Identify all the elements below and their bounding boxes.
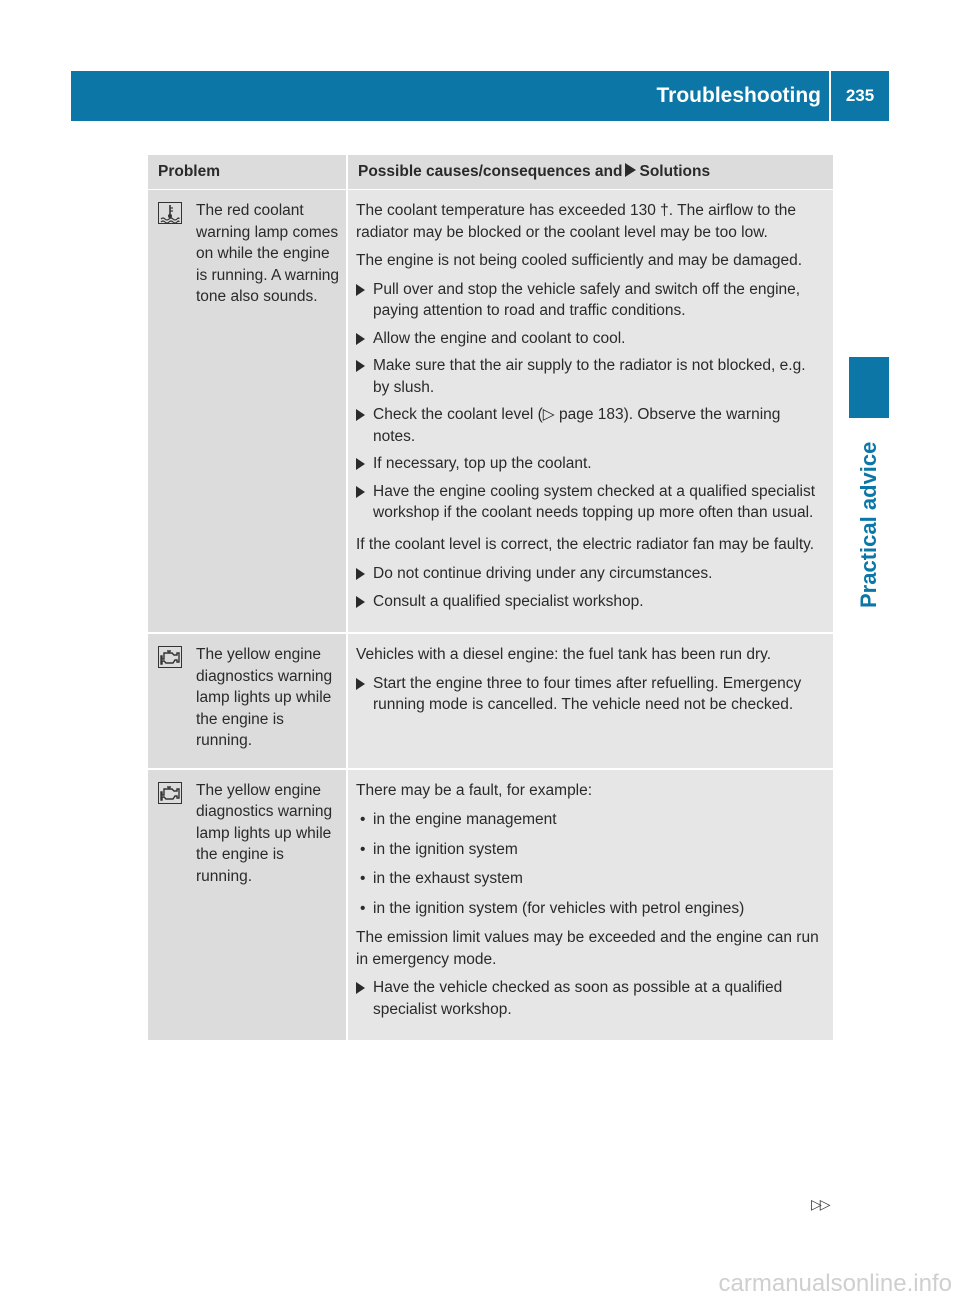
side-tab-marker bbox=[849, 357, 889, 418]
step-text: Start the engine three to four times after refuelling. Emergency running mode is cancelled. The vehicle need not be checked. bbox=[373, 674, 802, 713]
cause-text: Vehicles with a diesel engine: the fuel tank has been run dry. bbox=[356, 646, 772, 663]
problem-cell bbox=[148, 190, 347, 634]
step-arrow-icon bbox=[356, 486, 365, 498]
step-text: If necessary, top up the coolant. bbox=[373, 455, 592, 472]
consequence-text: The emission limit values may be exceeded and the engine can run in emergency mode. bbox=[356, 929, 819, 968]
solution-step bbox=[356, 404, 825, 447]
cause-text: If the coolant level is correct, the electric radiator fan may be faulty. bbox=[356, 535, 815, 553]
bullet-icon: • bbox=[360, 870, 366, 887]
step-text: Have the vehicle checked as soon as possible at a qualified specialist workshop. bbox=[373, 979, 783, 1018]
side-tab-label: Practical advice bbox=[856, 441, 881, 608]
problem-text: The yellow engine diagnostics warning lamp lights up while the engine is running. bbox=[196, 646, 333, 749]
step-arrow-icon bbox=[356, 333, 365, 345]
bullet-icon: • bbox=[360, 899, 366, 917]
solution-step bbox=[356, 453, 825, 475]
engine-diagnostics-icon bbox=[158, 644, 196, 752]
step-arrow-icon bbox=[356, 596, 365, 608]
engine-diagnostics-icon bbox=[158, 780, 196, 888]
solutions-column-header bbox=[347, 155, 833, 190]
solutions-header-suffix: Solutions bbox=[639, 163, 711, 180]
step-text: Pull over and stop the vehicle safely and switch off the engine, paying attention to road and traffic conditions. bbox=[373, 280, 801, 319]
solution-step bbox=[356, 673, 825, 716]
solution-cell bbox=[347, 633, 833, 769]
step-text: Make sure that the air supply to the radiator is not blocked, e.g. by slush. bbox=[373, 357, 806, 396]
solution-cell bbox=[347, 769, 833, 1042]
solution-step bbox=[356, 591, 825, 613]
solution-step bbox=[356, 279, 825, 322]
solution-step bbox=[356, 977, 825, 1020]
header-bar bbox=[71, 71, 889, 121]
solution-step bbox=[356, 355, 825, 398]
step-text: Consult a qualified specialist workshop. bbox=[373, 592, 644, 610]
solution-step bbox=[356, 328, 825, 350]
page-number: 235 bbox=[845, 86, 875, 105]
problem-cell bbox=[148, 633, 347, 769]
table-row bbox=[148, 769, 833, 1042]
step-arrow-icon bbox=[356, 982, 365, 994]
problem-text: The red coolant warning lamp comes on while the engine is running. A warning tone also sounds. bbox=[196, 202, 340, 305]
solutions-header-prefix: Possible causes/consequences and bbox=[358, 163, 623, 180]
watermark: carmanualsonline.info bbox=[718, 1270, 952, 1297]
list-item-text: in the ignition system bbox=[373, 840, 518, 858]
problem-text: The yellow engine diagnostics warning lamp lights up while the engine is running. bbox=[196, 781, 333, 885]
continued-icon: ▷▷ bbox=[811, 1196, 829, 1212]
list-item-text: in the engine management bbox=[373, 811, 557, 828]
step-arrow-icon bbox=[356, 678, 365, 690]
step-text: Do not continue driving under any circumstances. bbox=[373, 565, 713, 582]
solution-step bbox=[356, 481, 825, 524]
solution-arrow-icon bbox=[625, 163, 636, 177]
step-arrow-icon bbox=[356, 458, 365, 470]
solution-step bbox=[356, 563, 825, 585]
solution-cell bbox=[347, 190, 833, 634]
list-item-text: in the exhaust system bbox=[373, 870, 523, 887]
table-header-row bbox=[148, 155, 833, 190]
step-arrow-icon bbox=[356, 409, 365, 421]
step-arrow-icon bbox=[356, 284, 365, 296]
step-arrow-icon bbox=[356, 568, 365, 580]
list-item bbox=[356, 839, 825, 861]
cause-text: The coolant temperature has exceeded 130 †. The airflow to the radiator may be blocked or the coolant level may be too low. bbox=[356, 202, 797, 241]
list-item bbox=[356, 898, 825, 920]
step-text: Have the engine cooling system checked at a qualified specialist workshop if the coolant needs topping up more often than usual. bbox=[373, 482, 816, 521]
list-item bbox=[356, 809, 825, 831]
consequence-text: The engine is not being cooled sufficiently and may be damaged. bbox=[356, 252, 803, 269]
step-text: Check the coolant level (▷ page 183). Observe the warning notes. bbox=[373, 406, 781, 445]
cause-text: There may be a fault, for example: bbox=[356, 781, 593, 799]
header-divider bbox=[829, 71, 831, 121]
table-row bbox=[148, 633, 833, 769]
problem-cell bbox=[148, 769, 347, 1042]
list-item bbox=[356, 868, 825, 890]
list-item-text: in the ignition system (for vehicles with petrol engines) bbox=[373, 899, 745, 917]
bullet-icon: • bbox=[360, 840, 366, 858]
step-arrow-icon bbox=[356, 360, 365, 372]
table-row bbox=[148, 190, 833, 634]
coolant-temperature-icon bbox=[158, 200, 196, 308]
troubleshooting-table bbox=[148, 155, 833, 1042]
section-title: Troubleshooting bbox=[656, 84, 821, 107]
problem-column-header: Problem bbox=[148, 155, 347, 190]
step-text: Allow the engine and coolant to cool. bbox=[373, 329, 626, 347]
bullet-icon: • bbox=[360, 811, 366, 828]
